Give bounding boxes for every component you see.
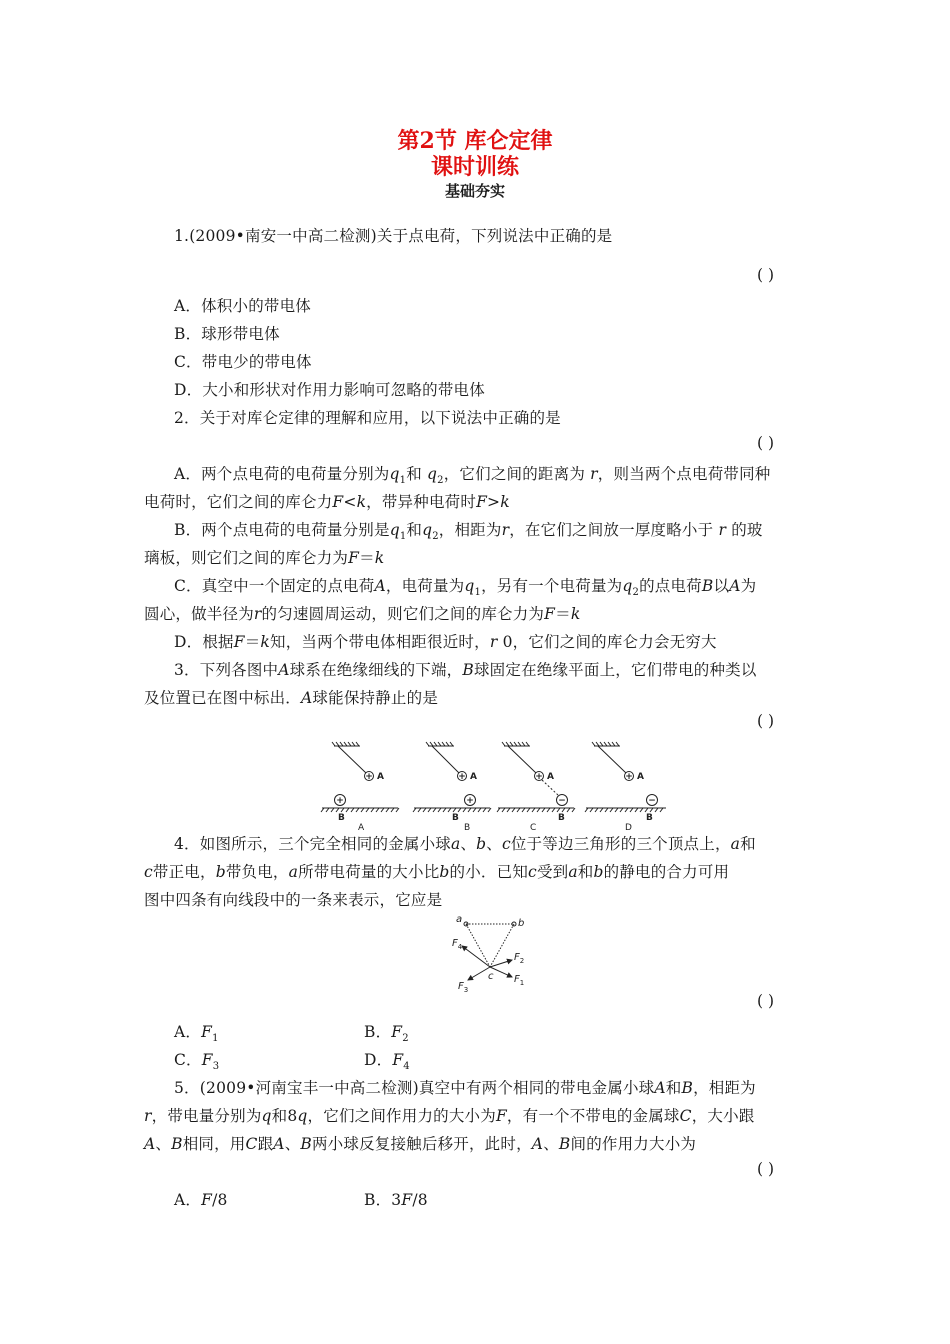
text: 和 <box>665 1079 682 1097</box>
sym: F <box>332 493 344 511</box>
s: 1 <box>519 979 525 987</box>
q4-figure <box>448 912 538 994</box>
f: F <box>458 981 464 992</box>
q4-stem-line1 <box>174 832 756 854</box>
q2-answer-paren: ( ) <box>757 434 775 452</box>
label-f3 <box>458 981 468 994</box>
sym: r <box>253 605 262 623</box>
q5-option-b <box>364 1188 428 1210</box>
sym: A <box>654 1079 666 1097</box>
text: 和 <box>577 863 594 881</box>
sym: k <box>570 605 581 623</box>
sym: r <box>489 633 498 651</box>
s: 2 <box>519 957 525 965</box>
q4-stem-line3: 图中四条有向线段中的一条来表示，它应是 <box>144 891 443 909</box>
q2-option-a-line2: 电荷时，它们之间的库仑力F<k，带异种电荷时F>k <box>144 493 510 511</box>
sub: 1 <box>399 475 407 487</box>
text: 的点电荷 <box>639 577 702 595</box>
sym: F <box>476 493 488 511</box>
text: 相同，用 <box>182 1135 246 1153</box>
sym: a <box>288 863 299 881</box>
q2-option-b-line1 <box>174 518 763 542</box>
sym: b <box>215 863 226 881</box>
sym: F <box>392 1051 404 1069</box>
sym: k <box>374 549 385 567</box>
text: 5．(2009•河南宝丰一中高二检测)真空中有两个相同的带电金属小球 <box>174 1079 655 1097</box>
sym: ＝ <box>359 549 375 567</box>
q1-option-b: B．球形带电体 <box>174 325 280 343</box>
q4-option-d <box>364 1048 410 1072</box>
charge-sign: + <box>535 772 543 782</box>
text: 及位置已在图中标出． <box>144 689 302 707</box>
ball-label-a: A <box>637 772 644 782</box>
text: ，在它们之间放一厚度略小于 <box>509 521 714 539</box>
text: 的匀速圆周运动，则它们之间的库仑力为 <box>261 605 545 623</box>
sym: A <box>273 1135 285 1153</box>
q1-option-c: C．带电少的带电体 <box>174 353 312 371</box>
q2-option-d <box>174 630 717 652</box>
text: 间的作用力大小为 <box>570 1135 697 1153</box>
ball-label-b: B <box>338 813 345 823</box>
sym: A <box>531 1135 544 1153</box>
sym: a <box>730 835 741 853</box>
section-heading: 基础夯实 <box>444 182 505 200</box>
sym: A <box>278 661 290 679</box>
sym: r <box>501 521 510 539</box>
text: 位于等边三角形的三个顶点上， <box>510 835 731 853</box>
q4-option-b <box>364 1020 409 1044</box>
f: F <box>452 938 458 949</box>
sym: B <box>681 1079 694 1097</box>
ball-label-a: A <box>547 772 554 782</box>
sub: 2 <box>432 531 439 543</box>
text: 3．下列各图中 <box>174 661 279 679</box>
ball-label-a: A <box>470 772 477 782</box>
label-f1 <box>514 974 524 987</box>
text: 带负电， <box>225 863 289 881</box>
text: ，带电量分别为 <box>151 1107 262 1125</box>
charge-sign: − <box>648 796 656 806</box>
text: 为 <box>740 577 757 595</box>
sym: > <box>487 493 501 511</box>
sym: r <box>590 465 598 483</box>
text: 的静电的合力可用 <box>603 863 730 881</box>
sym: c <box>528 863 537 881</box>
text: 的玻 <box>731 521 763 539</box>
sym: k <box>260 633 270 651</box>
sym: b <box>439 863 450 881</box>
sym: b <box>593 863 604 881</box>
sym: b <box>476 835 487 853</box>
q2-option-c-line2 <box>144 602 580 624</box>
ball-label-a: A <box>377 772 384 782</box>
text: ，则当两个点电荷带同种 <box>597 465 771 483</box>
text: 4．如图所示，三个完全相同的金属小球 <box>174 835 451 853</box>
text: 和8 <box>271 1107 298 1125</box>
label-f4 <box>452 938 463 951</box>
sym: q <box>464 577 475 595</box>
q4-option-c <box>174 1048 219 1072</box>
sym: A <box>374 577 386 595</box>
sym: F <box>233 633 245 651</box>
q3-answer-paren: ( ) <box>757 712 775 730</box>
sym: A <box>301 689 313 707</box>
sym: q <box>389 465 400 483</box>
text: 、 <box>543 1135 559 1153</box>
text: 两小球反复接触后移开，此时， <box>311 1135 532 1153</box>
sym: q <box>622 577 633 595</box>
text: ，相距为 <box>438 521 502 539</box>
text: 球能保持静止的是 <box>312 689 439 707</box>
q2-option-c-line1 <box>174 574 756 598</box>
q1-option-d: D．大小和形状对作用力影响可忽略的带电体 <box>174 381 485 399</box>
text: 跟 <box>257 1135 274 1153</box>
sym: k <box>500 493 510 511</box>
text: ，它们之间作用力的大小为 <box>307 1107 496 1125</box>
sym: q <box>389 521 400 539</box>
q3-stem-line1 <box>174 658 757 680</box>
text: C． <box>174 1051 202 1069</box>
ball-label-b: B <box>646 813 653 823</box>
charge-sign: + <box>365 772 373 782</box>
sub: 1 <box>399 531 407 543</box>
figure-label-c: C <box>530 823 537 832</box>
charge-sign: + <box>458 772 466 782</box>
text: A．两个点电荷的电荷量分别为 <box>174 465 390 483</box>
sub: 3 <box>212 1061 220 1073</box>
sym: F <box>201 1023 213 1041</box>
sym: < <box>343 493 357 511</box>
sym: C <box>679 1107 692 1125</box>
sym: q <box>427 465 438 483</box>
text: 圆心，做半径为 <box>144 605 254 623</box>
sym: F <box>401 1191 413 1209</box>
sub: 4 <box>403 1061 410 1073</box>
q4-answer-paren: ( ) <box>757 992 775 1010</box>
sym: 、 <box>460 835 477 853</box>
text: ，电荷量为 <box>385 577 465 595</box>
sym: a <box>450 835 461 853</box>
q5-answer-paren: ( ) <box>757 1160 775 1178</box>
sub: 2 <box>632 587 640 599</box>
text: ，相距为 <box>693 1079 756 1097</box>
label-a: a <box>456 914 463 925</box>
sym: C <box>245 1135 258 1153</box>
sym: B <box>462 661 474 679</box>
charge-sign: + <box>466 796 474 806</box>
figure-label-b: B <box>464 823 471 832</box>
label-b: b <box>518 918 525 929</box>
sym: r <box>144 1107 152 1125</box>
sym: F <box>201 1051 213 1069</box>
q2-option-b-line2 <box>144 546 384 568</box>
sym: A <box>729 577 741 595</box>
sym: q <box>261 1107 272 1125</box>
sub: 1 <box>474 587 482 599</box>
q1-option-a: A．体积小的带电体 <box>174 297 311 315</box>
sym: a <box>568 863 578 881</box>
text: 0，它们之间的库仑力会无穷大 <box>502 633 717 651</box>
sym: B <box>701 577 714 595</box>
text: 受到 <box>536 863 569 881</box>
sym: ＝ <box>555 605 571 623</box>
q5-stem-line1 <box>174 1076 756 1098</box>
sub: 1 <box>212 1033 219 1045</box>
text: D． <box>364 1051 393 1069</box>
text: ，有一个不带电的金属球 <box>506 1107 680 1125</box>
sub: 2 <box>437 475 444 487</box>
text: /8 <box>212 1191 228 1209</box>
s: 3 <box>463 986 469 994</box>
q4-stem-line2 <box>144 860 729 882</box>
ball-label-b: B <box>558 813 565 823</box>
text: ，大小跟 <box>691 1107 755 1125</box>
page-subtitle: 课时训练 <box>430 154 519 180</box>
sym: q <box>297 1107 308 1125</box>
text: ，它们之间的距离为 <box>443 465 586 483</box>
figure-label-d: D <box>625 823 632 832</box>
text: 的小．已知 <box>449 863 529 881</box>
text: 球固定在绝缘平面上，它们带电的种类以 <box>473 661 757 679</box>
charge-sign: + <box>336 796 344 806</box>
text: ，另有一个电荷量为 <box>481 577 623 595</box>
text: B．两个点电荷的电荷量分别是 <box>174 521 390 539</box>
sym: c <box>144 863 153 881</box>
text: 球系在绝缘细线的下端， <box>289 661 463 679</box>
sym: F <box>391 1023 403 1041</box>
text: 和 <box>740 835 756 853</box>
text: B． <box>364 1023 392 1041</box>
text: 带异种电荷时 <box>381 493 477 511</box>
text: 璃板，则它们之间的库仑力为 <box>144 549 349 567</box>
text: 带正电， <box>152 863 216 881</box>
q1-stem: 1.(2009•南安一中高二检测)关于点电荷，下列说法中正确的是 <box>174 227 613 245</box>
f: F <box>514 952 520 963</box>
text: 、 <box>284 1135 301 1153</box>
text: 以 <box>713 577 730 595</box>
q5-option-a <box>174 1188 228 1210</box>
q4-option-a <box>174 1020 219 1044</box>
charge-sign: + <box>625 772 633 782</box>
q2-stem: 2．关于对库仑定律的理解和应用，以下说法中正确的是 <box>174 409 561 427</box>
sym: B <box>171 1135 183 1153</box>
q3-figure <box>318 740 678 832</box>
q5-stem-line2 <box>144 1104 755 1126</box>
page-title: 第2节 库仑定律 <box>397 128 553 154</box>
q2-option-a-line1 <box>174 462 771 486</box>
text: /8 <box>412 1191 428 1209</box>
sym: ＝ <box>244 633 261 651</box>
sub: 2 <box>402 1033 409 1045</box>
sym: c <box>501 835 511 853</box>
text: 和 <box>406 465 422 483</box>
q3-stem-line2 <box>144 686 438 708</box>
q1-answer-paren: ( ) <box>757 266 775 284</box>
charge-sign: − <box>558 796 566 806</box>
text: C．真空中一个固定的点电荷 <box>174 577 375 595</box>
sym: B <box>558 1135 571 1153</box>
sym: F <box>544 605 556 623</box>
label-c: c <box>488 971 494 982</box>
sym: q <box>422 521 433 539</box>
label-f2 <box>514 952 524 965</box>
text: 、 <box>155 1135 172 1153</box>
s: 4 <box>457 943 463 951</box>
ball-label-b: B <box>452 813 459 823</box>
text: 所带电荷量的大小比 <box>298 863 440 881</box>
text: D．根据 <box>174 633 234 651</box>
text: 和 <box>406 521 423 539</box>
text: 知，当两个带电体相距很近时， <box>270 633 490 651</box>
sym: B <box>300 1135 312 1153</box>
sym: k <box>356 493 367 511</box>
sym: A <box>144 1135 156 1153</box>
sym: 、 <box>486 835 502 853</box>
text: A． <box>174 1191 202 1209</box>
text: A． <box>174 1023 202 1041</box>
sym: F <box>348 549 360 567</box>
text: 电荷时，它们之间的库仑力 <box>144 493 333 511</box>
sym: F <box>201 1191 213 1209</box>
text: B．3 <box>364 1191 402 1209</box>
q5-stem-line3 <box>144 1132 696 1154</box>
f: F <box>514 974 520 985</box>
sym: r <box>718 521 727 539</box>
figure-label-a: A <box>358 823 365 832</box>
sym: F <box>495 1107 507 1125</box>
